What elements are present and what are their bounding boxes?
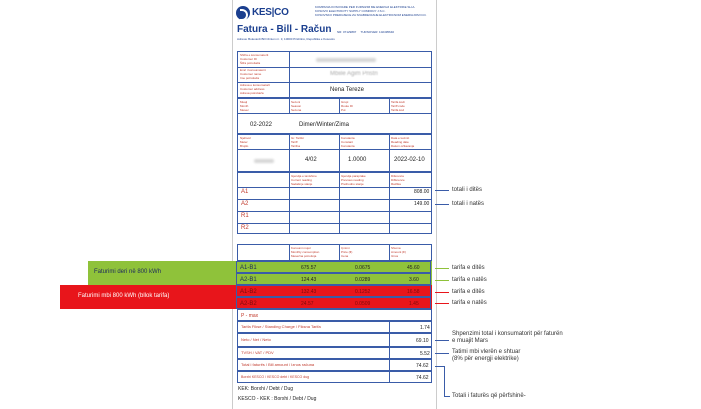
annotation-tariff-day: tarifa e ditës — [452, 265, 485, 271]
annotation-arrow — [435, 366, 445, 367]
vat-value: 5.52 — [420, 351, 430, 357]
kesco-kek-debt-line: KESCO - KEK : Borxhi / Debt / Dug — [238, 396, 317, 402]
debt-label: Borxhi KESCO / KESCO debt / KESCO dug — [241, 375, 310, 379]
annotation-total-note: Totali i faturës që përfshinë- — [452, 393, 526, 399]
annotation-total-day: totali i ditës — [452, 187, 483, 193]
annotation-sum-note: Shpenzimi total i konsumatorit për faturën e muajit Mars — [452, 331, 563, 344]
annotation-total-night: totali i natës — [452, 201, 485, 207]
difference-label: Diferenca Difference Razlika — [391, 174, 405, 186]
vat-label: TVSH / VAT / PDV — [241, 350, 274, 355]
consumption-row — [236, 273, 431, 285]
customer-address-value: Nena Tereze — [330, 87, 364, 93]
reading-date-label: Data e leximit Reading date Datum očitavanja — [391, 136, 415, 148]
month-label: Muaji Month Mesec — [240, 100, 249, 112]
customer-name-label: Emri i konsumatorit Customer name Ime potrošača — [240, 68, 266, 80]
consumption-row-price: 0.0509 — [355, 301, 371, 307]
annotation-arrow — [435, 340, 449, 341]
consumption-row-cons: 124.43 — [301, 277, 317, 283]
consumption-row-price: 0.1252 — [355, 289, 371, 295]
consumption-row — [236, 261, 431, 273]
company-address: Adresa: Bulevardi Bill Clinton nr. 3, 10000 Prishtinë, Republika e Kosovës — [237, 37, 335, 41]
pmax-row — [237, 309, 432, 321]
tariff-label: Gr. Tarifor Tariff Tarifna — [291, 136, 305, 148]
consumption-label: Konsumi mujor Monthly consumption Mesečna potrošnja — [291, 246, 320, 258]
net-row — [237, 333, 432, 347]
season-value: Dimer/Winter/Zima — [299, 122, 350, 128]
price-label: Çmimi Price (€) Cena — [341, 246, 353, 258]
amount-label: Shuma Amount (€) Iznos — [391, 246, 406, 258]
net-value: 69.10 — [416, 338, 429, 344]
consumption-row-amount: 1.45 — [409, 301, 419, 307]
current-reading-label: Gjendja e tanishme Current reading Sadašnje stanje — [291, 174, 317, 186]
logo-text: KES|CO — [252, 7, 289, 18]
meter-number-redacted — [254, 159, 274, 163]
annotation-arrow — [435, 268, 449, 269]
annotation-arrow — [435, 303, 449, 304]
customer-id-redacted — [316, 58, 376, 62]
company-line: KOMPANIA KOSOVARE PER FURNIZIM ME ENERGJI ELEKTRIKE SH.A. — [315, 5, 416, 9]
annotation-arrow — [435, 292, 449, 293]
annotation-arrow — [435, 280, 449, 281]
group-label: Grupi Route ID Put — [341, 100, 353, 112]
total-label: Total i faturës / Bill amount / Iznos računa — [241, 362, 315, 367]
green-band — [88, 261, 432, 285]
reading-row-label: R2 — [241, 225, 249, 231]
tariff-code-label: Tarifa kodi Tariff code Tarifa kod — [391, 100, 405, 112]
consumption-row-label: A1-B2 — [240, 289, 257, 295]
reading-row-label: A2 — [241, 201, 249, 207]
total-row — [237, 359, 432, 371]
consumption-row-amount: 45.60 — [407, 265, 420, 271]
annotation-arrow — [435, 190, 449, 191]
customer-id-label: Shifra e konsumatorit Customer ID Šifra potrošača — [240, 53, 269, 65]
annotation-bracket — [444, 366, 445, 396]
green-band-text: Faturimi deri në 800 kWh — [94, 269, 162, 275]
consumption-row-label: A1-B1 — [240, 265, 257, 271]
reading-row-diff: 149.00 — [414, 201, 430, 207]
constant-value: 1.0000 — [348, 157, 367, 163]
bill-no: NR: 07129897 — [337, 30, 357, 34]
season-label: Sezoni Season Sezona — [291, 100, 302, 112]
period-box — [237, 98, 432, 134]
pmax-label: P - max — [241, 313, 259, 319]
red-band — [60, 285, 432, 309]
consumption-row — [236, 297, 431, 309]
consumption-row-amount: 3.60 — [409, 277, 419, 283]
consumption-row-amount: 16.58 — [407, 289, 420, 295]
bill-number — [337, 30, 394, 34]
standing-row — [237, 321, 432, 333]
annotation-arrow — [435, 353, 449, 354]
consumption-row-price: 0.0289 — [355, 277, 371, 283]
debt-value: 74.62 — [416, 375, 429, 381]
customer-name-value: Mbiile Agim Pristri — [330, 71, 378, 77]
kesco-logo-icon — [236, 6, 250, 20]
reading-row-label: A1 — [241, 189, 249, 195]
previous-reading-label: Gjendja paraprake Previous reading Prethodno stanje — [341, 174, 366, 186]
customer-address-label: Adresa e konsumatorit Customer address Adresa potrošača — [240, 83, 271, 95]
bill-title: Fatura - Bill - Račun — [237, 24, 332, 35]
annotation-arrow — [435, 204, 449, 205]
standing-value: 1.74 — [420, 325, 430, 331]
consumption-row-cons: 24.57 — [301, 301, 314, 307]
company-line: KOSOVSKO PREDUZECE ZA SNABDEVANJE ELEKTRICNOM ENERGIJOM D.D. — [315, 13, 427, 17]
consumption-row-cons: 675.57 — [301, 265, 317, 271]
total-value: 74.62 — [416, 363, 429, 369]
constant-label: Konstanta Constant Konstanta — [341, 136, 355, 148]
meter-box — [237, 134, 432, 172]
consumption-row-price: 0.0675 — [355, 265, 371, 271]
turnover: TURNOVER: 102495640 — [360, 30, 395, 34]
vat-row — [237, 347, 432, 359]
red-band-text: Faturimi mbi 800 kWh (bllok tarifa) — [78, 293, 170, 299]
annotation-tariff-day: tarifa e ditës — [452, 289, 485, 295]
customer-box — [237, 51, 432, 98]
reading-row-diff: 808.00 — [414, 189, 430, 195]
month-value: 02-2022 — [250, 122, 273, 128]
annotation-vat-note: Tatimi mbi vlerën e shtuar (8% për energji elektrike) — [452, 349, 521, 362]
annotation-tariff-night: tarifa e natës — [452, 277, 487, 283]
kek-debt-line: KEK: Borxhi / Debt / Dug — [238, 386, 294, 392]
consumption-row-cons: 132.43 — [301, 289, 317, 295]
bill-document — [232, 0, 437, 409]
annotation-tariff-night: tarifa e natës — [452, 300, 487, 306]
consumption-row-label: A2-B2 — [240, 301, 257, 307]
reading-row-label: R1 — [241, 213, 249, 219]
company-name — [315, 5, 433, 17]
kesco-logo — [236, 4, 294, 21]
consumption-header — [237, 244, 432, 261]
tariff-value: 4/02 — [305, 157, 317, 163]
readings-box — [237, 172, 432, 234]
consumption-row-label: A2-B1 — [240, 277, 257, 283]
debt-row — [237, 371, 432, 383]
consumption-row — [236, 285, 431, 297]
net-label: Neto / Net / Neto — [241, 337, 271, 342]
reading-date-value: 2022-02-10 — [394, 157, 425, 163]
meter-label: Njehsori Meter Brojilo — [240, 136, 252, 148]
company-line: KOSOVO ELECTRICITY SUPPLY COMPANY J.S.C. — [315, 9, 386, 13]
standing-label: Tarifa Fikse / Standing Charge / Fiksna Tarifa — [241, 324, 321, 329]
annotation-arrow — [444, 396, 450, 397]
